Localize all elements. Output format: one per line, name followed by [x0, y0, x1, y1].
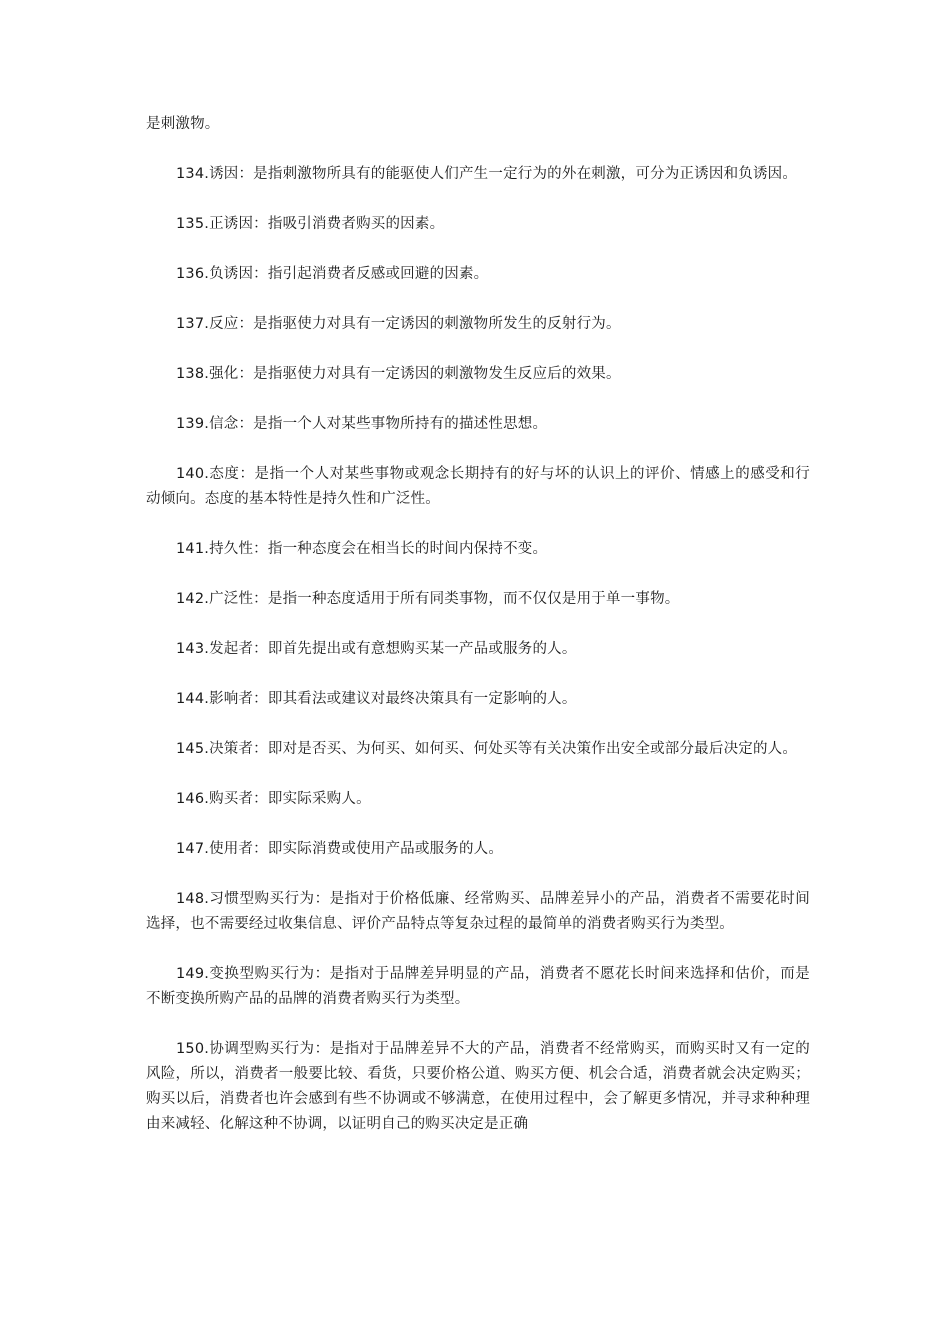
- definition-147: 147.使用者：即实际消费或使用产品或服务的人。: [176, 841, 504, 857]
- definition-141: 141.持久性：指一种态度会在相当长的时间内保持不变。: [176, 541, 548, 557]
- definition-146: 146.购买者：即实际采购人。: [176, 791, 371, 807]
- paragraph-continuation: 是刺激物。: [146, 116, 220, 132]
- definition-134: 134.诱因：是指刺激物所具有的能驱使人们产生一定行为的外在刺激，可分为正诱因和负诱因。: [176, 166, 798, 182]
- definition-138: 138.强化：是指驱使力对具有一定诱因的刺激物发生反应后的效果。: [176, 366, 621, 382]
- definition-150: 150.协调型购买行为：是指对于品牌差异不大的产品，消费者不经常购买，而购买时又有一定的风险，所以，消费者一般要比较、看货，只要价格公道、购买方便、机会合适，消费者就会决定购买；购买以后，消费者也许会感到有些不协调或不够满意，在使用过程中，会了解更多情况，并寻求种种理由来减轻、化解这种不协调，以证明自己的购买决定是正确: [146, 1041, 810, 1132]
- document-page: [146, 112, 810, 1162]
- definition-142: 142.广泛性：是指一种态度适用于所有同类事物，而不仅仅是用于单一事物。: [176, 591, 680, 607]
- definition-140: 140.态度：是指一个人对某些事物或观念长期持有的好与坏的认识上的评价、情感上的感受和行动倾向。态度的基本特性是持久性和广泛性。: [146, 466, 810, 507]
- definition-137: 137.反应：是指驱使力对具有一定诱因的刺激物所发生的反射行为。: [176, 316, 621, 332]
- definition-136: 136.负诱因：指引起消费者反感或回避的因素。: [176, 266, 489, 282]
- definition-148: 148.习惯型购买行为：是指对于价格低廉、经常购买、品牌差异小的产品，消费者不需要花时间选择，也不需要经过收集信息、评价产品特点等复杂过程的最简单的消费者购买行为类型。: [146, 891, 810, 932]
- definition-149: 149.变换型购买行为：是指对于品牌差异明显的产品，消费者不愿花长时间来选择和估价，而是不断变换所购产品的品牌的消费者购买行为类型。: [146, 966, 810, 1007]
- definition-135: 135.正诱因：指吸引消费者购买的因素。: [176, 216, 445, 232]
- definition-145: 145.决策者：即对是否买、为何买、如何买、何处买等有关决策作出安全或部分最后决定的人。: [176, 741, 798, 757]
- definition-144: 144.影响者：即其看法或建议对最终决策具有一定影响的人。: [176, 691, 577, 707]
- definition-143: 143.发起者：即首先提出或有意想购买某一产品或服务的人。: [176, 641, 577, 657]
- definition-139: 139.信念：是指一个人对某些事物所持有的描述性思想。: [176, 416, 548, 432]
